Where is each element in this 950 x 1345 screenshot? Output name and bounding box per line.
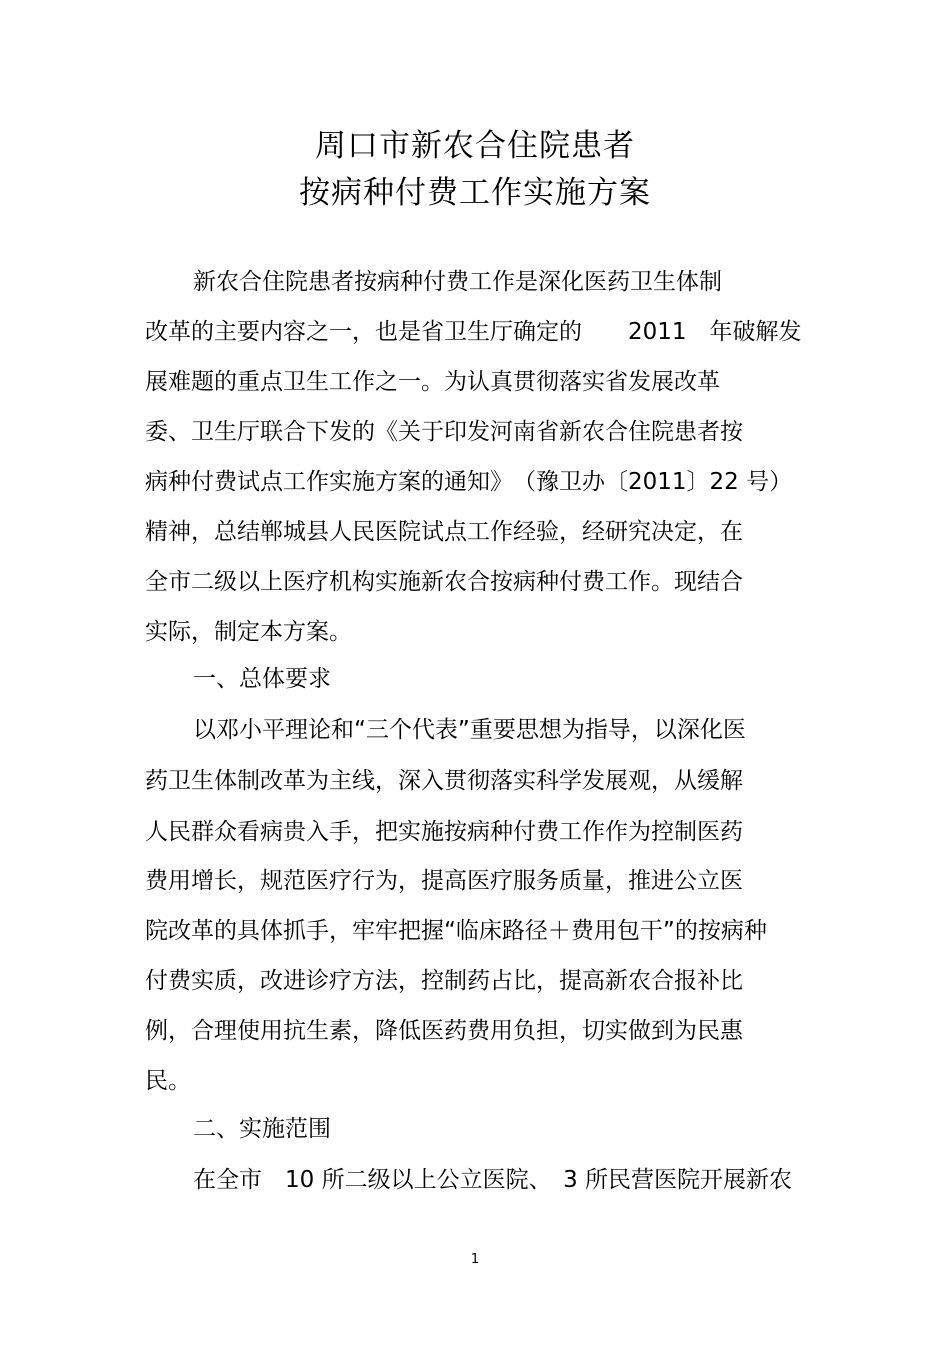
document-title-line-2: 按病种付费工作实施方案 <box>299 175 651 211</box>
body-line: 全市二级以上医疗机构实施新农合按病种付费工作。现结合 <box>145 569 743 595</box>
body-line: 药卫生体制改革为主线，深入贯彻落实科学发展观，从缓解 <box>145 768 743 794</box>
body-line: 院改革的具体抓手，牢牢把握“临床路径＋费用包干”的按病种 <box>145 918 767 944</box>
body-line: 费用增长，规范医疗行为，提高医疗服务质量，推进公立医 <box>145 868 743 894</box>
body-line: 民。 <box>145 1068 191 1094</box>
document-title-line-1: 周口市新农合住院患者 <box>315 128 635 164</box>
body-line: 付费实质，改进诊疗方法，控制药占比，提高新农合报补比 <box>145 968 743 994</box>
section-heading: 二、实施范围 <box>193 1116 331 1142</box>
body-line: 例，合理使用抗生素，降低医药费用负担，切实做到为民惠 <box>145 1018 743 1044</box>
body-line: 人民群众看病贵入手，把实施按病种付费工作作为控制医药 <box>145 819 743 845</box>
body-line: 病种付费试点工作实施方案的通知》 （豫卫办〔2011〕22 号） <box>145 469 793 495</box>
body-line: 实际，制定本方案。 <box>145 619 352 645</box>
body-line: 展难题的重点卫生工作之一。为认真贯彻落实省发展改革 <box>145 369 720 395</box>
body-line: 以邓小平理论和“三个代表”重要思想为指导，以深化医 <box>193 717 746 743</box>
body-line: 在全市 10 所二级以上公立医院、 3 所民营医院开展新农 <box>193 1167 793 1193</box>
body-line: 委、卫生厅联合下发的《关于印发河南省新农合住院患者按 <box>145 419 743 445</box>
body-line: 新农合住院患者按病种付费工作是深化医药卫生体制 <box>193 269 722 295</box>
section-heading: 一、总体要求 <box>193 666 331 692</box>
page-number: 1 <box>470 1252 480 1267</box>
body-line: 精神，总结郸城县人民医院试点工作经验，经研究决定，在 <box>145 519 743 545</box>
body-line: 改革的主要内容之一，也是省卫生厅确定的 2011 年破解发 <box>145 319 802 345</box>
